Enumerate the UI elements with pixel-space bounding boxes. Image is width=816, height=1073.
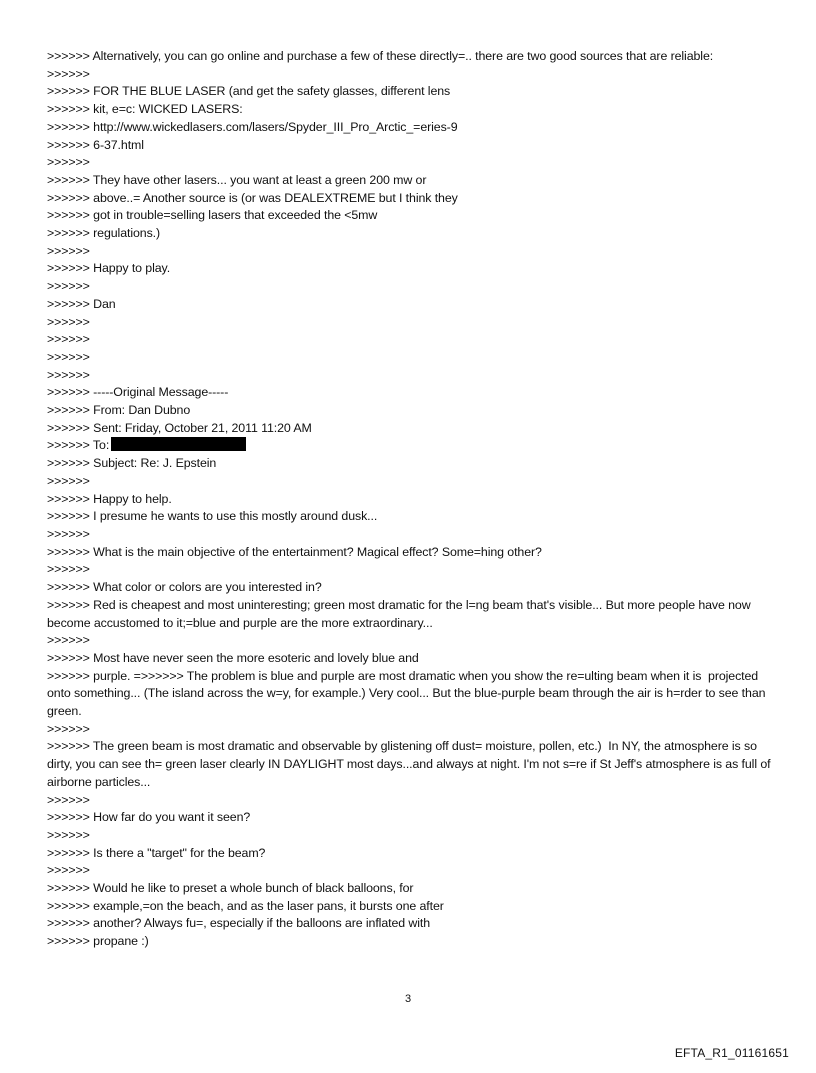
quoted-line: >>>>>>: [47, 562, 90, 577]
quoted-line: >>>>>> How far do you want it seen?: [47, 810, 251, 825]
quoted-line-signature: >>>>>> Dan: [47, 296, 116, 311]
quoted-line: >>>>>>: [47, 155, 90, 170]
quoted-line: >>>>>>: [47, 279, 90, 294]
original-message-header: >>>>>> -----Original Message-----: [47, 385, 229, 400]
quoted-paragraph: >>>>>> Red is cheapest and most uninteresting; green most dramatic for the l=ng beam that's visible... But more people have now become accustomed to it;=blue and purple are the more extraordinary...: [47, 597, 754, 630]
quoted-line: >>>>>>: [47, 633, 90, 648]
quoted-line: >>>>>> What is the main objective of the entertainment? Magical effect? Some=hing other?: [47, 544, 542, 559]
quoted-line: >>>>>> Would he like to preset a whole bunch of black balloons, for: [47, 881, 414, 896]
quoted-line: >>>>>> another? Always fu=, especially if the balloons are inflated with: [47, 916, 431, 931]
redaction-box: [111, 437, 246, 451]
page-number: 3: [404, 993, 412, 1005]
quoted-line: >>>>>>: [47, 349, 90, 364]
header-to: [47, 437, 777, 455]
quoted-line: >>>>>> regulations.): [47, 226, 161, 241]
quoted-line: >>>>>> Happy to play.: [47, 261, 171, 276]
quoted-line: >>>>>> Most have never seen the more esoteric and lovely blue and: [47, 650, 419, 665]
quoted-line: >>>>>> propane :): [47, 934, 149, 949]
quoted-line-url: >>>>>> http://www.wickedlasers.com/lasers/Spyder_III_Pro_Arctic_=eries-9: [47, 119, 458, 134]
quoted-line: >>>>>>: [47, 721, 90, 736]
quoted-line: >>>>>>: [47, 863, 90, 878]
quoted-line-url: >>>>>> 6-37.html: [47, 137, 144, 152]
header-from: >>>>>> From: Dan Dubno: [47, 403, 191, 418]
quoted-line: >>>>>> got in trouble=selling lasers that exceeded the <5mw: [47, 208, 378, 223]
email-body: [47, 48, 777, 951]
quoted-line: >>>>>>: [47, 827, 90, 842]
quoted-line: >>>>>>: [47, 243, 90, 258]
quoted-line: >>>>>> What color or colors are you interested in?: [47, 580, 322, 595]
quoted-line: >>>>>>: [47, 473, 90, 488]
quoted-line: >>>>>>: [47, 66, 90, 81]
quoted-line: >>>>>> Happy to help.: [47, 491, 172, 506]
quoted-line: >>>>>> example,=on the beach, and as the laser pans, it bursts one after: [47, 898, 444, 913]
quoted-line: >>>>>> above..= Another source is (or was DEALEXTREME but I think they: [47, 190, 458, 205]
quoted-line: >>>>>> I presume he wants to use this mostly around dusk...: [47, 509, 378, 524]
quoted-paragraph: >>>>>> purple. =>>>>>> The problem is blue and purple are most dramatic when you show the re=ulting beam when it is projected onto something... (The island across the w=y, for example.) Very cool... But the blue-purple beam through the air is h=rder to see than green.: [47, 668, 769, 719]
quoted-line: >>>>>> kit, e=c: WICKED LASERS:: [47, 102, 243, 117]
quoted-line: >>>>>> They have other lasers... you want at least a green 200 mw or: [47, 172, 427, 187]
quoted-line: >>>>>>: [47, 792, 90, 807]
quoted-line: >>>>>>: [47, 332, 90, 347]
quoted-paragraph: >>>>>> The green beam is most dramatic and observable by glistening off dust= moisture, pollen, etc.) In NY, the atmosphere is so dirty, you can see th= green laser clearly IN DAYLIGHT most days...and always at night. I'm not s=re if St Jeff's atmosphere is as full of airborne particles...: [47, 739, 774, 789]
quoted-line: >>>>>> Is there a "target" for the beam?: [47, 845, 266, 860]
quoted-line: >>>>>> FOR THE BLUE LASER (and get the safety glasses, different lens: [47, 84, 451, 99]
header-subject: >>>>>> Subject: Re: J. Epstein: [47, 456, 217, 471]
document-id: EFTA_R1_01161651: [674, 1046, 789, 1060]
header-sent: >>>>>> Sent: Friday, October 21, 2011 11:20 AM: [47, 420, 312, 435]
quoted-line: >>>>>>: [47, 314, 90, 329]
quoted-line: >>>>>>: [47, 526, 90, 541]
header-to-label: >>>>>> To:: [47, 438, 110, 453]
quoted-line: >>>>>> Alternatively, you can go online and purchase a few of these directly=.. there are two good sources that are reliable:: [47, 49, 714, 63]
quoted-line: >>>>>>: [47, 367, 90, 382]
